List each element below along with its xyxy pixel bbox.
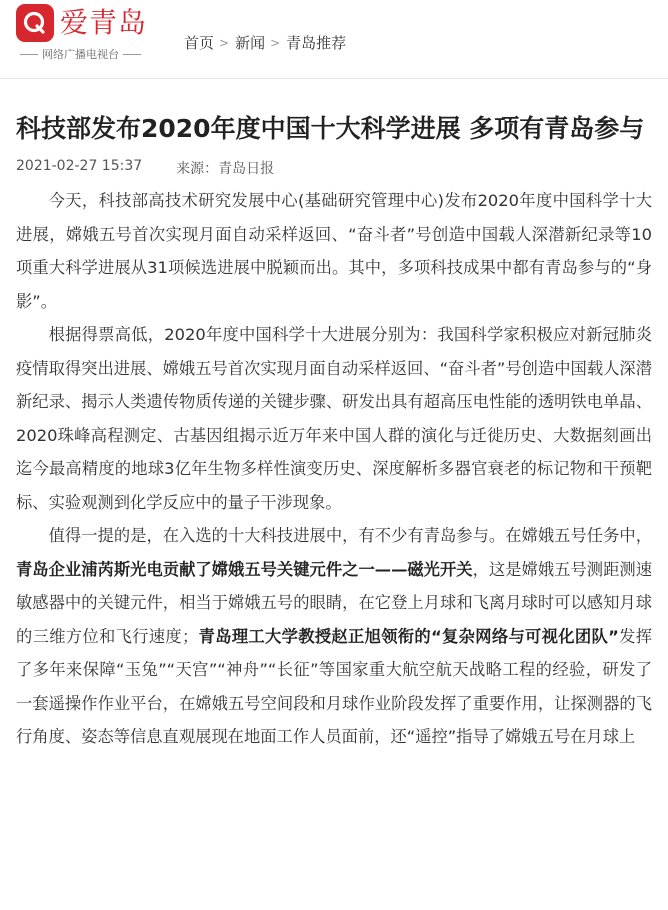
site-header <box>0 0 668 79</box>
logo-mark-icon <box>16 4 54 42</box>
paragraph-3-text-a: 值得一提的是，在入选的十大科技进展中，有不少有青岛参与。在嫦娥五号任务中， <box>48 526 652 545</box>
chevron-right-icon: > <box>270 35 281 50</box>
logo-name: 爱青岛 <box>60 6 148 39</box>
logo-rule-right <box>123 54 141 55</box>
article-title: 科技部发布2020年度中国十大科学进展 多项有青岛参与 <box>16 114 645 143</box>
breadcrumb <box>184 32 346 53</box>
paragraph-1: 今天，科技部高技术研究发展中心(基础研究管理中心)发布2020年度中国科学十大进展，嫦娥五号首次实现月面自动采样返回、“奋斗者”号创造中国载人深潜新纪录等10项重大科学进展从31项候选进展中脱颖而出。其中，多项科技成果中都有青岛参与的“身影”。 <box>16 191 652 311</box>
breadcrumb-home[interactable]: 首页 <box>184 34 215 52</box>
site-logo[interactable] <box>16 4 156 62</box>
publish-date: 2021-02-27 15:37 <box>16 158 143 174</box>
logo-subtitle: 网络广播电视台 <box>42 48 119 61</box>
breadcrumb-qingdao-recommend[interactable]: 青岛推荐 <box>286 34 347 52</box>
breadcrumb-news[interactable]: 新闻 <box>235 34 266 52</box>
chevron-right-icon: > <box>219 35 230 50</box>
logo-rule-left <box>20 54 38 55</box>
paragraph-2: 根据得票高低，2020年度中国科学十大进展分别为：我国科学家积极应对新冠肺炎疫情取得突出进展、嫦娥五号首次实现月面自动采样返回、“奋斗者”号创造中国载人深潜新纪录、揭示人类遗传物质传递的关键步骤、研发出具有超高压电性能的透明铁电单晶、2020珠峰高程测定、古基因组揭示近万年来中国人群的演化与迁徙历史、大数据刻画出迄今最高精度的地球3亿年生物多样性演变历史、深度解析多器官衰老的标记物和干预靶标、实验观测到化学反应中的量子干涉现象。 <box>16 325 652 512</box>
article-source: 来源：青岛日报 <box>176 161 275 177</box>
paragraph-3-text-b: ，这是嫦娥五号测距测速敏感器中的关键元件，相当于嫦娥五号的眼睛，在它登上月球和飞离月球时可以感知月球的三维方位和飞行速度； <box>16 559 652 646</box>
paragraph-3-bold-a: 青岛企业浦芮斯光电贡献了嫦娥五号关键元件之一——磁光开关 <box>16 559 473 579</box>
paragraph-3-text-c: 发挥了多年来保障“玉兔”“天宫”“神舟”“长征”等国家重大航空航天战略工程的经验，研发了一套遥操作作业平台，在嫦娥五号空间段和月球作业阶段发挥了重要作用，让探测器的飞行角度、姿态等信息直观展现在地面工作人员面前，还“遥控”指导了嫦娥五号在月球上 <box>16 626 652 746</box>
article <box>0 111 668 754</box>
article-body <box>16 184 652 754</box>
article-meta <box>16 158 652 178</box>
paragraph-3-bold-b: 青岛理工大学教授赵正旭领衔的“复杂网络与可视化团队” <box>198 626 619 646</box>
paragraph-3 <box>16 519 652 754</box>
